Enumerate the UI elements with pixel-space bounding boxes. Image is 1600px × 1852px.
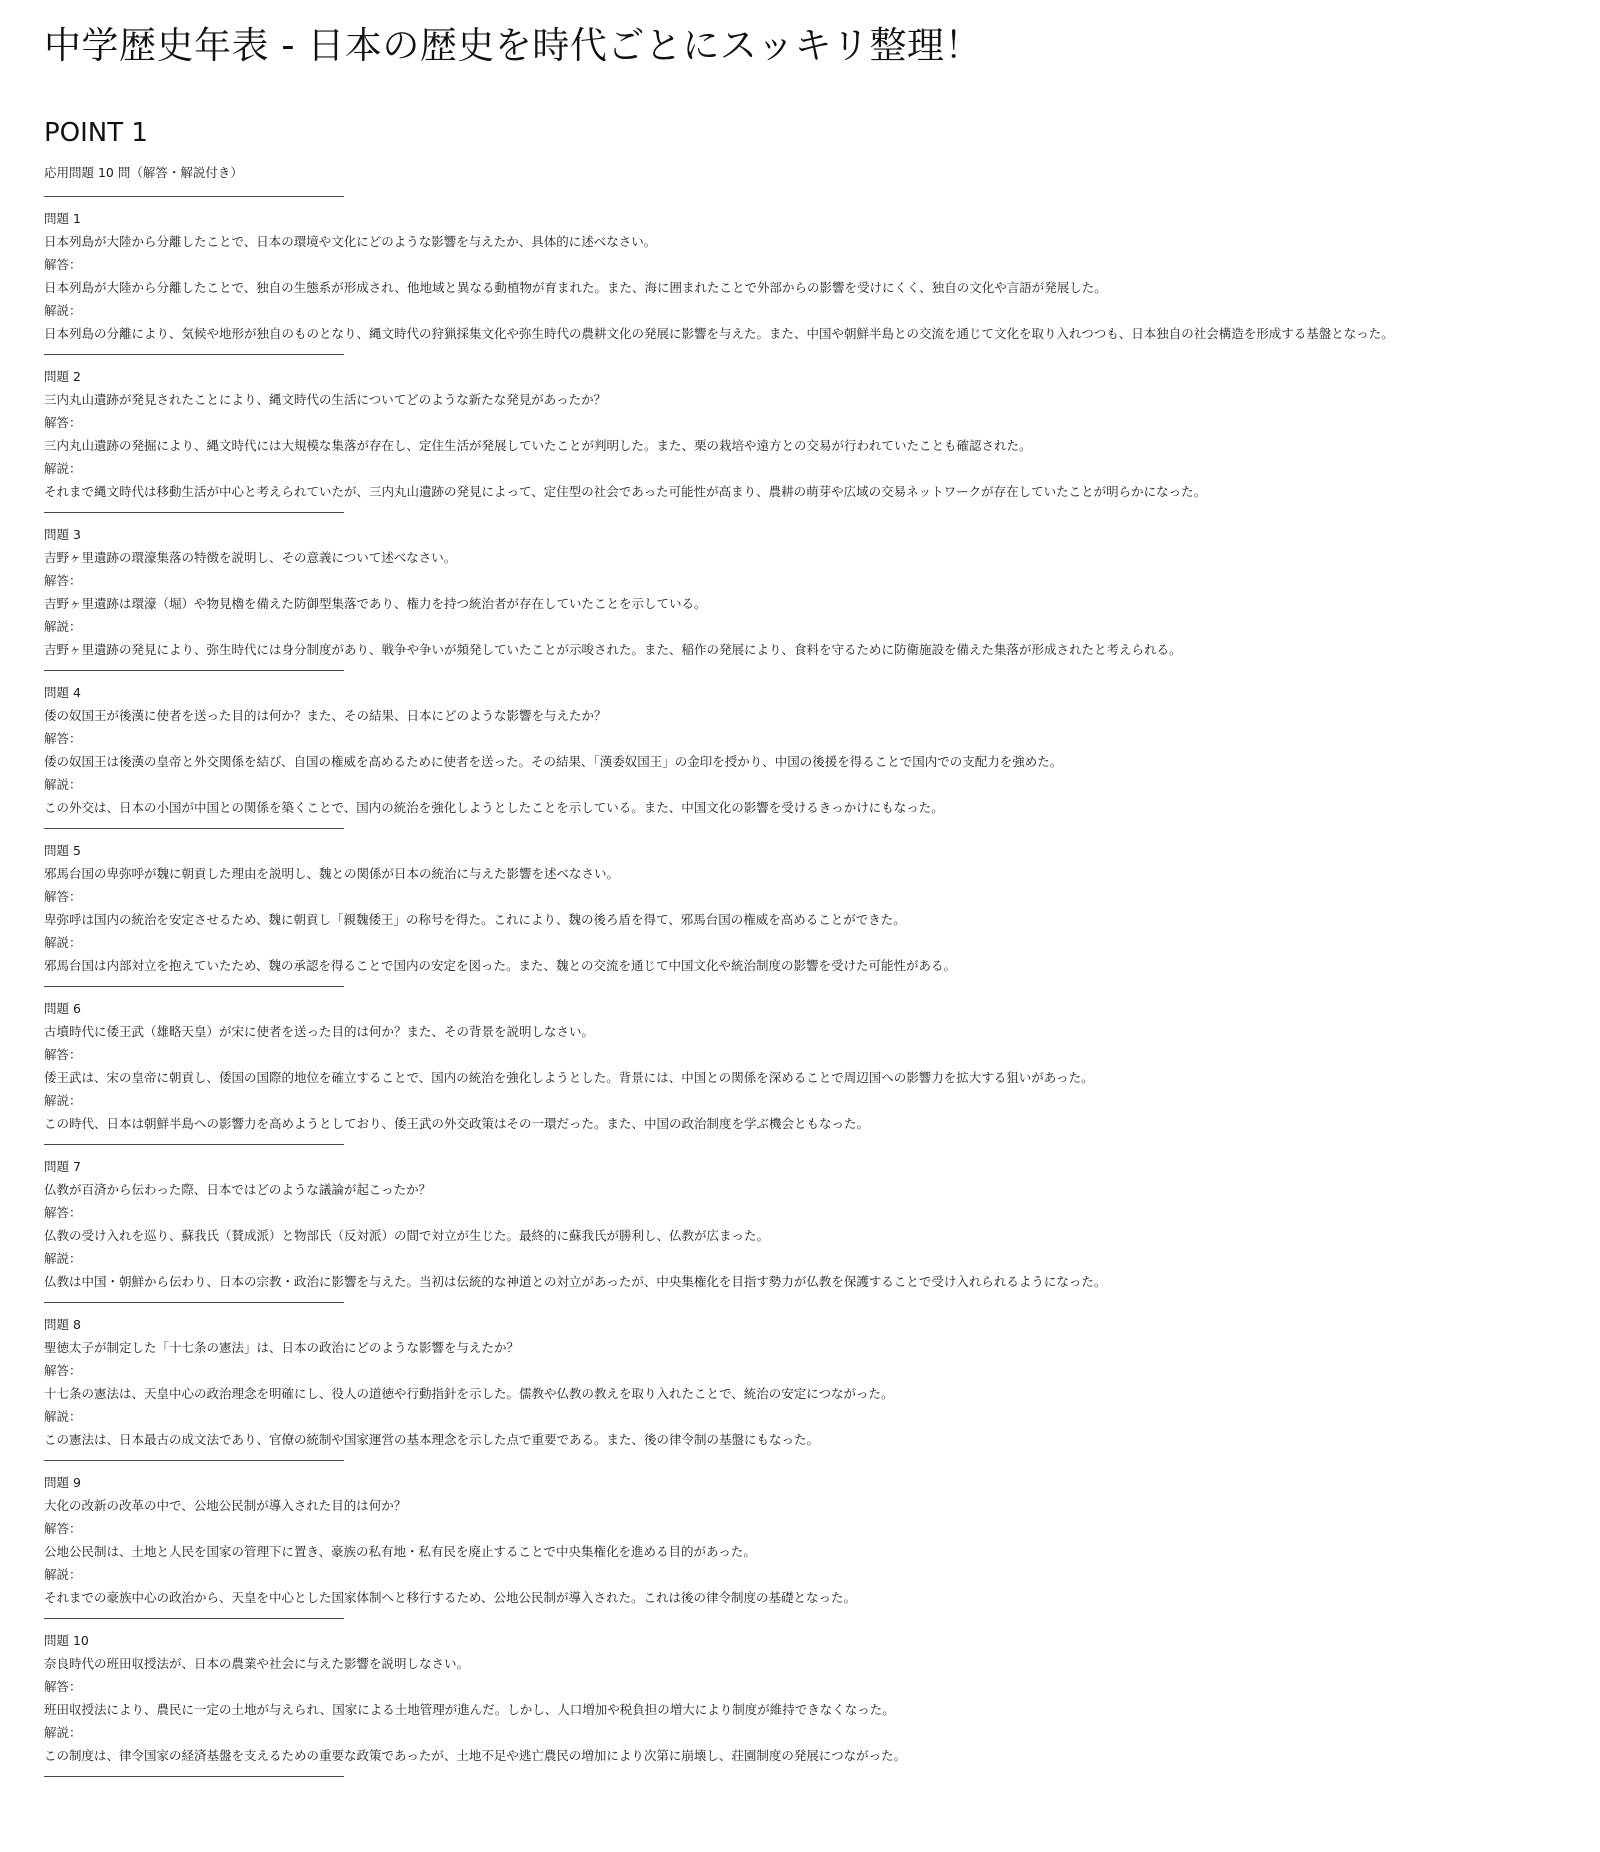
answer-label: 解答： [44,1679,82,1694]
answer-text: 仏教の受け入れを巡り、蘇我氏（賛成派）と物部氏（反対派）の間で対立が生じた。最終的に蘇我氏が勝利し、仏教が広まった。 [44,1228,770,1243]
point-heading: POINT 1 [44,118,148,148]
explanation-text: この憲法は、日本最古の成文法であり、官僚の統制や国家運営の基本理念を示した点で重要である。また、後の律令制の基盤にもなった。 [44,1432,820,1447]
explanation-text: この外交は、日本の小国が中国との関係を築くことで、国内の統治を強化しようとしたことを示している。また、中国文化の影響を受けるきっかけにもなった。 [44,800,944,815]
question-number: 問題 8 [44,1317,81,1332]
question-text: 大化の改新の改革の中で、公地公民制が導入された目的は何か？ [44,1498,407,1513]
question-text: 邪馬台国の卑弥呼が魏に朝貢した理由を説明し、魏との関係が日本の統治に与えた影響を述べなさい。 [44,866,620,881]
answer-label: 解答： [44,1047,82,1062]
explanation-text: この時代、日本は朝鮮半島への影響力を高めようとしており、倭王武の外交政策はその一環だった。また、中国の政治制度を学ぶ機会ともなった。 [44,1116,870,1131]
answer-text: 公地公民制は、土地と人民を国家の管理下に置き、豪族の私有地・私有民を廃止することで中央集権化を進める目的があった。 [44,1544,756,1559]
explanation-text: それまでの豪族中心の政治から、天皇を中心とした国家体制へと移行するため、公地公民制が導入された。これは後の律令制度の基礎となった。 [44,1590,857,1605]
answer-text: 倭の奴国王は後漢の皇帝と外交関係を結び、自国の権威を高めるために使者を送った。その結果、「漢委奴国王」の金印を授かり、中国の後援を得ることで国内での支配力を強めた。 [44,754,1063,769]
explanation-label: 解説： [44,1409,82,1424]
explanation-label: 解説： [44,461,82,476]
explanation-text: 邪馬台国は内部対立を抱えていたため、魏の承認を得ることで国内の安定を図った。また、魏との交流を通じて中国文化や統治制度の影響を受けた可能性がある。 [44,958,957,973]
question-block [44,987,1600,1145]
question-text: 仏教が百済から伝わった際、日本ではどのような議論が起こったか？ [44,1182,432,1197]
question-list [44,197,1600,1777]
question-text: 三内丸山遺跡が発見されたことにより、縄文時代の生活についてどのような新たな発見があったか？ [44,392,607,407]
question-text: 日本列島が大陸から分離したことで、日本の環境や文化にどのような影響を与えたか、具体的に述べなさい。 [44,234,657,249]
question-number: 問題 6 [44,1001,81,1016]
answer-label: 解答： [44,1205,82,1220]
answer-text: 三内丸山遺跡の発掘により、縄文時代には大規模な集落が存在し、定住生活が発展していたことが判明した。また、栗の栽培や遠方との交易が行われていたことも確認された。 [44,438,1032,453]
explanation-label: 解説： [44,1251,82,1266]
answer-text: 十七条の憲法は、天皇中心の政治理念を明確にし、役人の道徳や行動指針を示した。儒教や仏教の教えを取り入れたことで、統治の安定につながった。 [44,1386,894,1401]
question-block [44,829,1600,987]
question-block [44,1619,1600,1777]
explanation-text: それまで縄文時代は移動生活が中心と考えられていたが、三内丸山遺跡の発見によって、定住型の社会であった可能性が高まり、農耕の萌芽や広域の交易ネットワークが存在していたことが明らかになった。 [44,484,1207,499]
section-subtitle: 応用問題 10 問（解答・解説付き） [44,165,243,180]
question-block [44,1461,1600,1619]
question-block [44,355,1600,513]
answer-label: 解答： [44,1363,82,1378]
explanation-label: 解説： [44,777,82,792]
explanation-label: 解説： [44,619,82,634]
question-block [44,197,1600,355]
question-block [44,1145,1600,1303]
question-number: 問題 10 [44,1633,89,1648]
answer-label: 解答： [44,889,82,904]
explanation-label: 解説： [44,1725,82,1740]
answer-text: 卑弥呼は国内の統治を安定させるため、魏に朝貢し「親魏倭王」の称号を得た。これにより、魏の後ろ盾を得て、邪馬台国の権威を高めることができた。 [44,912,906,927]
question-block [44,671,1600,829]
question-number: 問題 4 [44,685,81,700]
question-text: 奈良時代の班田収授法が、日本の農業や社会に与えた影響を説明しなさい。 [44,1656,470,1671]
question-number: 問題 3 [44,527,81,542]
answer-label: 解答： [44,573,82,588]
question-text: 聖徳太子が制定した「十七条の憲法」は、日本の政治にどのような影響を与えたか？ [44,1340,520,1355]
explanation-label: 解説： [44,303,82,318]
question-text: 倭の奴国王が後漢に使者を送った目的は何か？また、その結果、日本にどのような影響を与えたか？ [44,708,607,723]
explanation-label: 解説： [44,1093,82,1108]
explanation-text: この制度は、律令国家の経済基盤を支えるための重要な政策であったが、土地不足や逃亡農民の増加により次第に崩壊し、荘園制度の発展につながった。 [44,1748,907,1763]
page-title: 中学歴史年表 - 日本の歴史を時代ごとにスッキリ整理！ [44,24,983,67]
explanation-text: 仏教は中国・朝鮮から伝わり、日本の宗教・政治に影響を与えた。当初は伝統的な神道との対立があったが、中央集権化を目指す勢力が仏教を保護することで受け入れられるようになった。 [44,1274,1107,1289]
explanation-label: 解説： [44,935,82,950]
question-number: 問題 5 [44,843,81,858]
answer-text: 吉野ヶ里遺跡は環濠（堀）や物見櫓を備えた防御型集落であり、権力を持つ統治者が存在していたことを示している。 [44,596,707,611]
question-number: 問題 9 [44,1475,81,1490]
explanation-text: 吉野ヶ里遺跡の発見により、弥生時代には身分制度があり、戦争や争いが頻発していたことが示唆された。また、稲作の発展により、食料を守るために防衛施設を備えた集落が形成されたと考えられる。 [44,642,1182,657]
answer-label: 解答： [44,257,82,272]
question-block [44,1303,1600,1461]
answer-text: 倭王武は、宋の皇帝に朝貢し、倭国の国際的地位を確立することで、国内の統治を強化しようとした。背景には、中国との関係を深めることで周辺国への影響力を拡大する狙いがあった。 [44,1070,1094,1085]
answer-label: 解答： [44,731,82,746]
explanation-label: 解説： [44,1567,82,1582]
answer-label: 解答： [44,1521,82,1536]
question-number: 問題 2 [44,369,81,384]
answer-text: 日本列島が大陸から分離したことで、独自の生態系が形成され、他地域と異なる動植物が育まれた。また、海に囲まれたことで外部からの影響を受けにくく、独自の文化や言語が発展した。 [44,280,1107,295]
answer-text: 班田収授法により、農民に一定の土地が与えられ、国家による土地管理が進んだ。しかし、人口増加や税負担の増大により制度が維持できなくなった。 [44,1702,895,1717]
question-number: 問題 1 [44,211,81,226]
question-block [44,513,1600,671]
question-text: 古墳時代に倭王武（雄略天皇）が宋に使者を送った目的は何か？また、その背景を説明しなさい。 [44,1024,595,1039]
explanation-text: 日本列島の分離により、気候や地形が独自のものとなり、縄文時代の狩猟採集文化や弥生時代の農耕文化の発展に影響を与えた。また、中国や朝鮮半島との交流を通じて文化を取り入れつつも、日本独自の社会構造を形成する基盤となった。 [44,326,1394,341]
divider [44,1776,344,1777]
question-number: 問題 7 [44,1159,81,1174]
answer-label: 解答： [44,415,82,430]
question-text: 吉野ヶ里遺跡の環濠集落の特徴を説明し、その意義について述べなさい。 [44,550,457,565]
